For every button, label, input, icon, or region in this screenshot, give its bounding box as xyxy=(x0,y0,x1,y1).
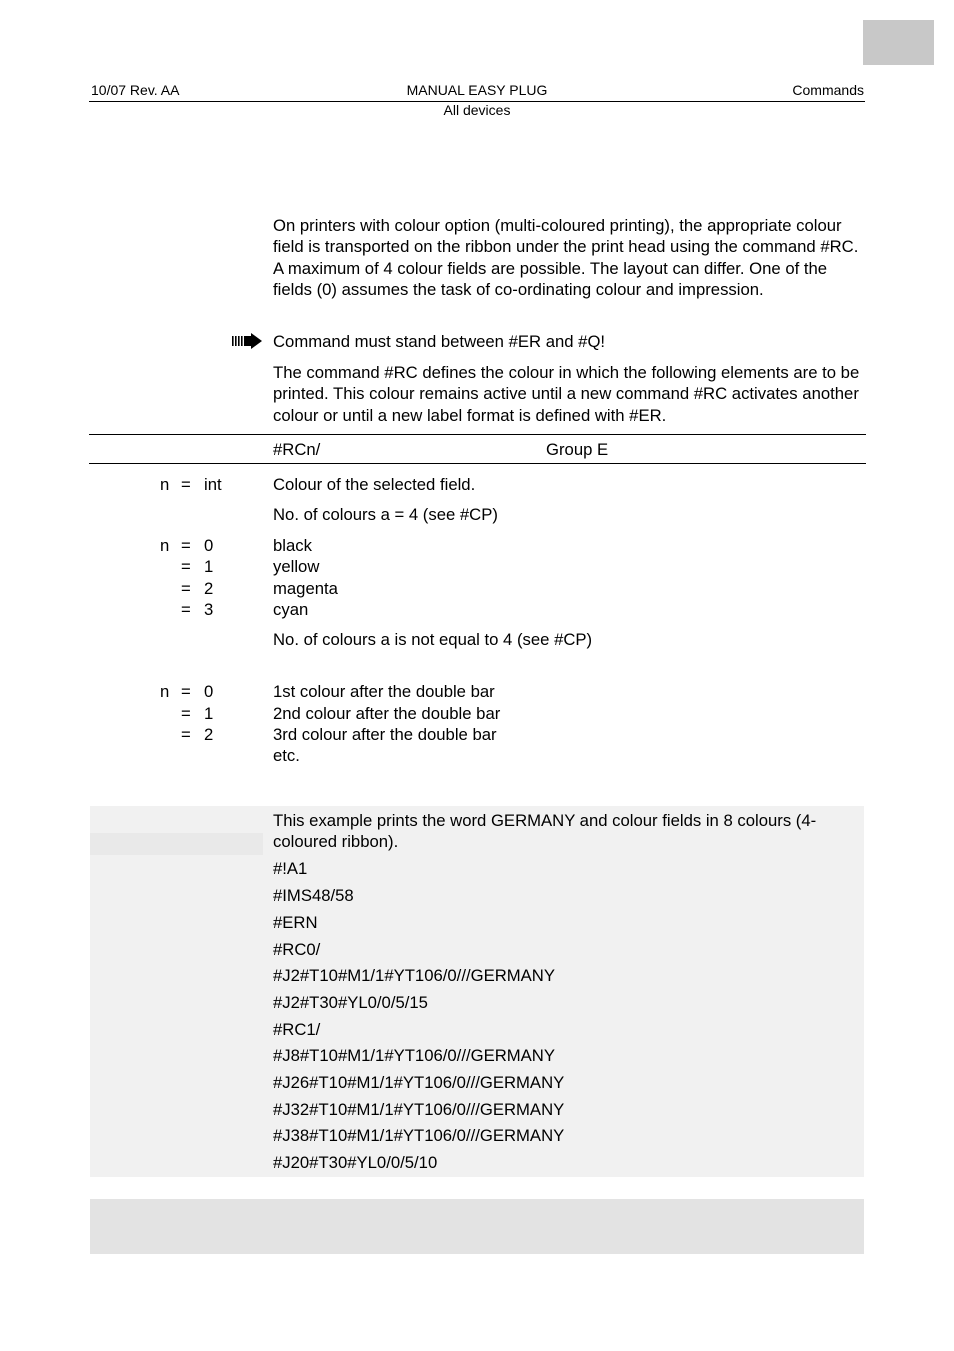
case1-row-text: magenta xyxy=(273,579,338,598)
case2-row-text: 1st colour after the double bar xyxy=(273,682,495,701)
case1-row-equals: = xyxy=(181,579,191,598)
note-text: Command must stand between #ER and #Q! xyxy=(273,332,606,351)
case1-row-text: cyan xyxy=(273,600,309,619)
case2-row-equals: = xyxy=(181,725,191,744)
param-equals: = xyxy=(181,475,191,494)
example-code-line: #ERN xyxy=(273,913,318,932)
case2-row-text: 3rd colour after the double bar xyxy=(273,725,497,744)
case2-row-text: etc. xyxy=(273,746,300,765)
example-code-line: #J38#T10#M1/1#YT106/0///GERMANY xyxy=(273,1126,565,1145)
param-value: int xyxy=(204,475,222,494)
example-code-line: #J8#T10#M1/1#YT106/0///GERMANY xyxy=(273,1046,555,1065)
syntax-bottom-rule xyxy=(89,463,866,464)
example-code-line: #J32#T10#M1/1#YT106/0///GERMANY xyxy=(273,1100,565,1119)
example-code-line: #J2#T10#M1/1#YT106/0///GERMANY xyxy=(273,966,555,985)
case1-row-name: n xyxy=(160,536,170,555)
syntax-group: Group E xyxy=(546,440,609,459)
case2-row-equals: = xyxy=(181,704,191,723)
case1-title: No. of colours a = 4 (see #CP) xyxy=(273,505,498,524)
example-code-line: #!A1 xyxy=(273,859,308,878)
example-box xyxy=(90,806,864,1177)
example-label-strip xyxy=(90,833,263,855)
example-code-line: #RC0/ xyxy=(273,940,321,959)
footer-box xyxy=(90,1199,864,1254)
example-intro: This example prints the word GERMANY and colour fields in 8 colours (4-coloured ribbon). xyxy=(273,811,817,851)
case2-row-name: n xyxy=(160,682,170,701)
header-revision: 10/07 Rev. AA xyxy=(91,82,180,98)
case1-row-value: 0 xyxy=(204,536,214,555)
param-description: Colour of the selected field. xyxy=(273,475,476,494)
header-title: MANUAL EASY PLUG xyxy=(406,82,548,98)
intro-paragraph: On printers with colour option (multi-coloured printing), the appropriate colour field is transported on the ribbon under the print head using the command #RC. A maximum of 4 colour fields are possible. The layout can differ. One of the fields (0) assumes the task of co-ordinating colour and impression. xyxy=(273,216,859,299)
case1-row-value: 1 xyxy=(204,557,214,576)
syntax-command: #RCn/ xyxy=(273,440,321,459)
case2-title: No. of colours a is not equal to 4 (see #CP) xyxy=(273,630,593,649)
example-code-line: #IMS48/58 xyxy=(273,886,354,905)
header-section: Commands xyxy=(792,82,864,98)
arrow-right-icon xyxy=(231,333,263,349)
syntax-top-rule xyxy=(89,434,866,435)
param-name: n xyxy=(160,475,170,494)
case2-row-equals: = xyxy=(181,682,191,701)
case1-row-equals: = xyxy=(181,557,191,576)
case1-row-value: 2 xyxy=(204,579,214,598)
description-paragraph: The command #RC defines the colour in which the following elements are to be printed. This colour remains active until a new command #RC activates another colour or until a new label format is defined with #ER. xyxy=(273,363,860,425)
case2-row-value: 0 xyxy=(204,682,214,701)
case2-row-text: 2nd colour after the double bar xyxy=(273,704,501,723)
case1-row-text: yellow xyxy=(273,557,320,576)
header-subtitle: All devices xyxy=(443,102,511,118)
case1-row-value: 3 xyxy=(204,600,214,619)
case1-row-equals: = xyxy=(181,600,191,619)
case1-row-equals: = xyxy=(181,536,191,555)
example-code-line: #J20#T30#YL0/0/5/10 xyxy=(273,1153,438,1172)
example-code-line: #RC1/ xyxy=(273,1020,321,1039)
page-tab-marker xyxy=(863,20,934,65)
case1-row-text: black xyxy=(273,536,312,555)
case2-row-value: 2 xyxy=(204,725,214,744)
example-code-line: #J26#T10#M1/1#YT106/0///GERMANY xyxy=(273,1073,565,1092)
example-code-line: #J2#T30#YL0/0/5/15 xyxy=(273,993,428,1012)
case2-row-value: 1 xyxy=(204,704,214,723)
